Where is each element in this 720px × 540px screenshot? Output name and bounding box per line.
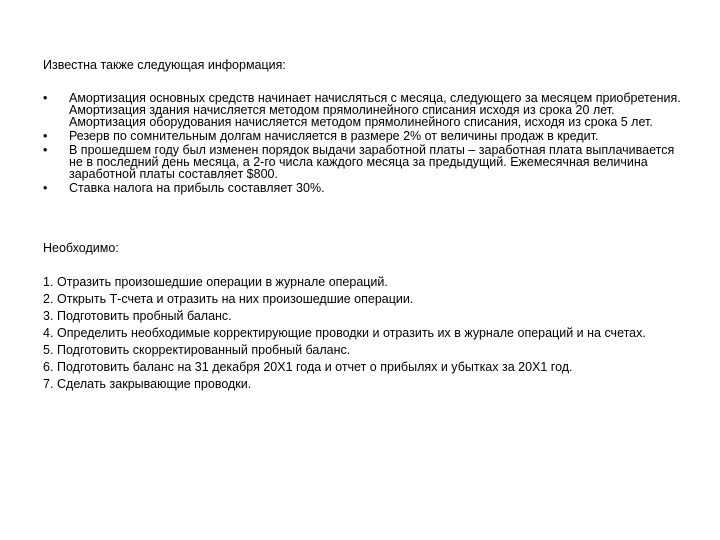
steps-list: [43, 276, 683, 395]
step-number: 6.: [43, 360, 54, 374]
bullet-dot-icon: •: [43, 129, 48, 143]
bullet-text: Амортизация основных средств начинает начисляться с месяца, следующего за месяцем приобретения. Амортизация здания начисляется методом прямолинейного списания исходя из срока 20 лет. Амортизация оборудования начисляется методом прямолинейного списания, исходя из срока 5 лет.: [69, 91, 681, 129]
step-number: 3.: [43, 309, 54, 323]
step-number: 7.: [43, 377, 54, 391]
step-text: Отразить произошедшие операции в журнале операций.: [57, 275, 388, 289]
step-text: Подготовить баланс на 31 декабря 20Х1 года и отчет о прибылях и убытках за 20Х1 год.: [57, 360, 573, 374]
step-number: 1.: [43, 275, 54, 289]
step-item: [43, 310, 683, 323]
bullet-item: [43, 182, 683, 194]
step-text: Определить необходимые корректирующие проводки и отразить их в журнале операций и на счетах.: [57, 326, 646, 340]
step-text: Открыть Т-счета и отразить на них произошедшие операции.: [57, 292, 414, 306]
step-item: [43, 327, 683, 340]
bullet-dot-icon: •: [43, 143, 48, 157]
step-number: 2.: [43, 292, 54, 306]
info-bullet-list: [43, 92, 683, 196]
step-text: Подготовить скорректированный пробный баланс.: [57, 343, 351, 357]
step-item: [43, 344, 683, 357]
step-text: Сделать закрывающие проводки.: [57, 377, 252, 391]
bullet-dot-icon: •: [43, 91, 48, 105]
bullet-dot-icon: •: [43, 181, 48, 195]
step-item: [43, 293, 683, 306]
step-number: 5.: [43, 343, 54, 357]
bullet-text: Резерв по сомнительным долгам начисляется в размере 2% от величины продаж в кредит.: [69, 129, 599, 143]
requirements-heading: Необходимо:: [43, 241, 119, 255]
bullet-text: В прошедшем году был изменен порядок выдачи заработной платы – заработная плата выплачивается не в последний день месяца, а 2-го числа каждого месяца за предыдущий. Ежемесячная величина заработной платы составляет $800.: [69, 143, 675, 181]
step-text: Подготовить пробный баланс.: [57, 309, 232, 323]
step-item: [43, 378, 683, 391]
bullet-item: [43, 130, 683, 142]
step-number: 4.: [43, 326, 54, 340]
step-item: [43, 276, 683, 289]
bullet-item: [43, 144, 683, 180]
intro-text: Известна также следующая информация:: [43, 58, 286, 72]
bullet-text: Ставка налога на прибыль составляет 30%.: [69, 181, 325, 195]
bullet-item: [43, 92, 683, 128]
step-item: [43, 361, 683, 374]
